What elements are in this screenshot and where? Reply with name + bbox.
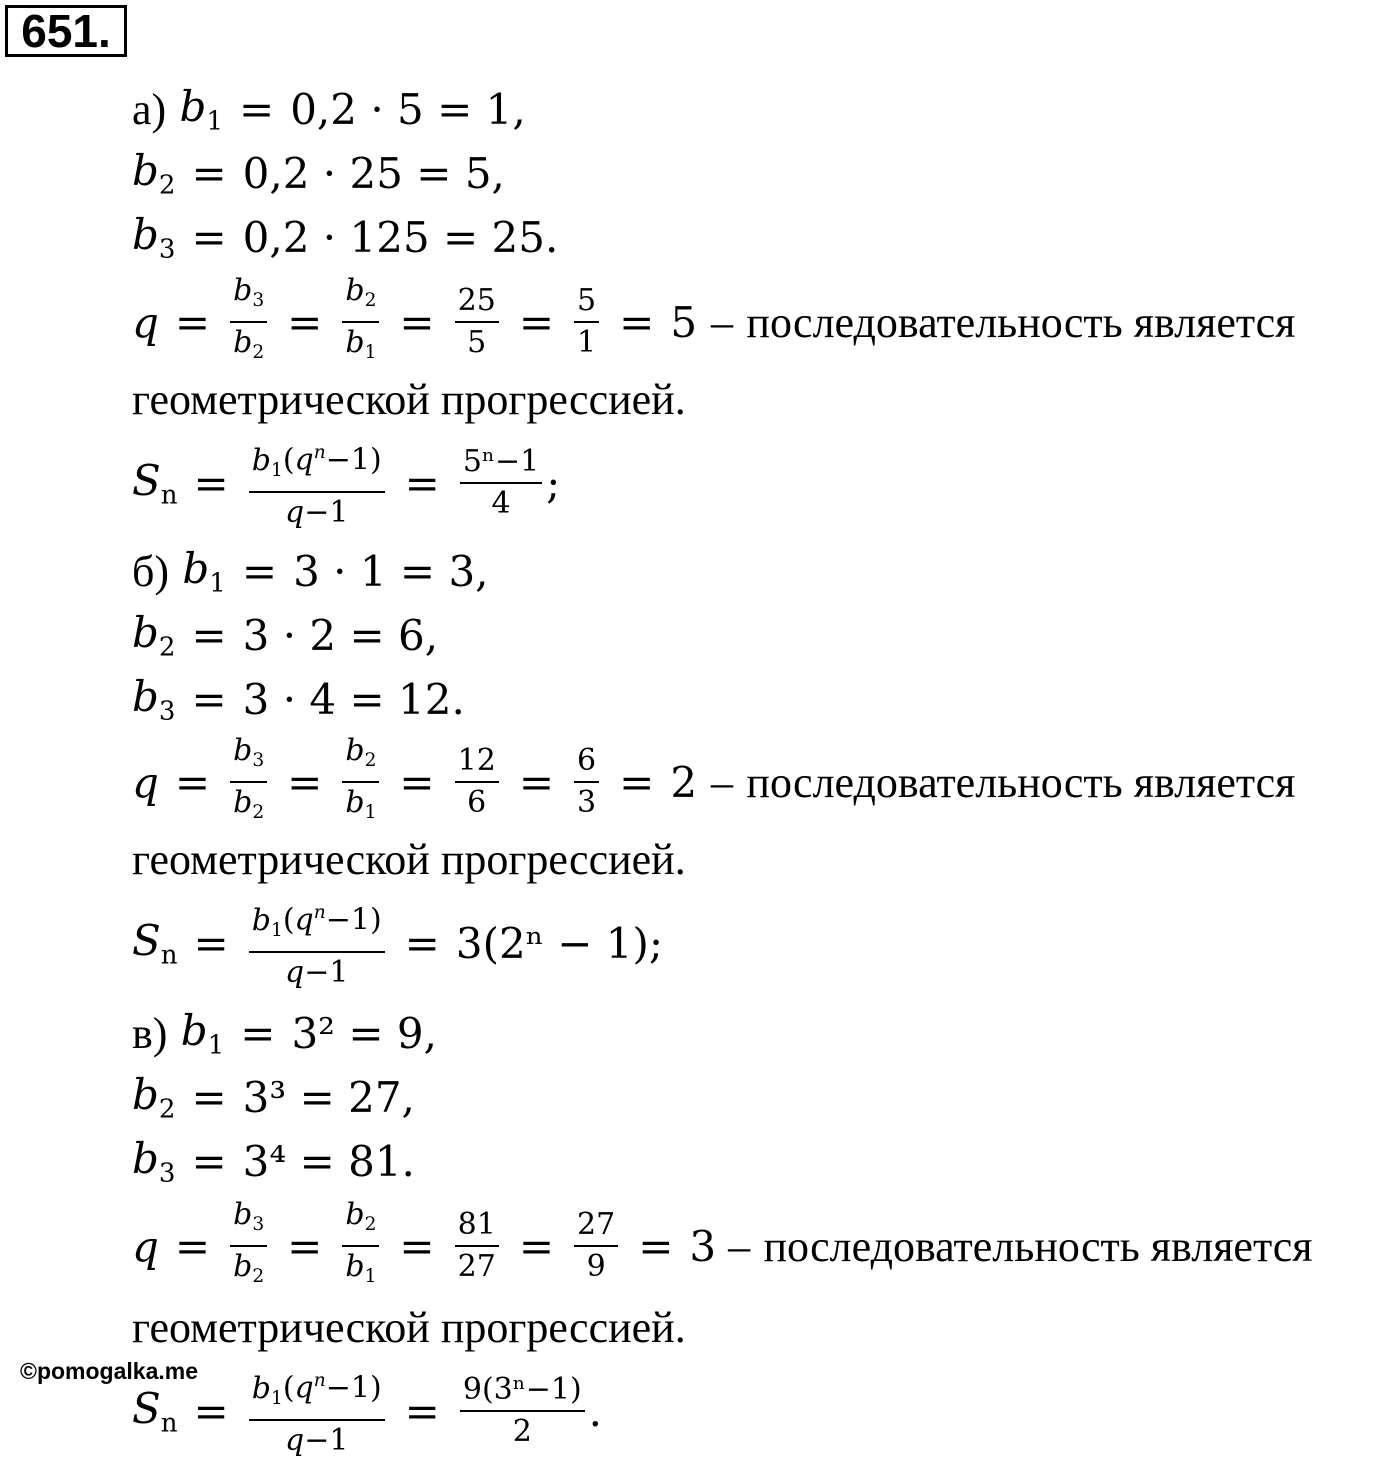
- part-a-statement-cont: [132, 368, 686, 430]
- q-value: 3: [689, 1221, 717, 1271]
- ratio-b2-b1: $\frac{b_2}{b_1}$: [342, 1197, 379, 1295]
- sum-result: 3(2ⁿ − 1);: [455, 918, 664, 968]
- q-value: 2: [670, 757, 698, 807]
- part-b-b2-line: $b_2$ = 3 · 2 = 6,: [132, 607, 439, 663]
- b1-symbol: $b_1$: [180, 1005, 225, 1061]
- part-c-b3-line: $b_3$ = 3⁴ = 81.: [132, 1133, 415, 1189]
- part-c-b1-line: в) $b_1$ = 3² = 9,: [132, 1005, 437, 1061]
- ratio-b2-b1: $\frac{b_2}{b_1}$: [342, 273, 379, 371]
- ratio-value-1: $\frac{12}{6}$: [455, 743, 499, 821]
- dash: –: [711, 757, 734, 807]
- statement-text-cont: геометрической прогрессией.: [132, 834, 686, 884]
- part-b-statement-cont: [132, 828, 686, 890]
- b2-symbol: $b_2$: [132, 607, 176, 663]
- part-b-label: б): [132, 546, 170, 596]
- part-a-sum-line: $S_n$ = $\frac{b_1(q^n-1)}{q-1}$ = $\frac{\text{5ⁿ−1}}{4}$ ;: [132, 440, 560, 526]
- problem-number: 651.: [5, 5, 127, 57]
- sum-formula: $\frac{b_1(q^n-1)}{q-1}$: [249, 895, 385, 990]
- statement-text: последовательность является: [746, 757, 1296, 807]
- sum-end: .: [588, 1386, 603, 1436]
- sn-symbol: $S_n$: [132, 455, 178, 511]
- b1-symbol: $b_1$: [179, 81, 223, 137]
- ratio-b3-b2: $\frac{b_3}{b_2}$: [230, 273, 267, 371]
- part-c-b2-line: $b_2$ = 3³ = 27,: [132, 1069, 415, 1125]
- sum-formula: $\frac{b_1(q^n-1)}{q-1}$: [249, 435, 385, 530]
- ratio-b2-b1: $\frac{b_2}{b_1}$: [342, 733, 379, 831]
- ratio-value-2: $\frac{27}{9}$: [574, 1207, 618, 1285]
- b3-symbol: $b_3$: [132, 209, 176, 265]
- part-c-sum-line: $S_n$ = $\frac{b_1(q^n-1)}{q-1}$ = $\frac{\text{9(3ⁿ−1)}}{2}$ .: [132, 1368, 602, 1454]
- part-a-b1-line: а) $b_1$ = 0,2 · 5 = 1,: [132, 81, 526, 137]
- part-c-statement-cont: [132, 1296, 686, 1358]
- b1-symbol: $b_1$: [182, 543, 226, 599]
- part-b-b1-line: б) $b_1$ = 3 · 1 = 3,: [132, 543, 489, 599]
- ratio-value-2: $\frac{5}{1}$: [574, 283, 599, 361]
- ratio-value-1: $\frac{25}{5}$: [455, 283, 499, 361]
- part-c-q-line: q = $\frac{b_3}{b_2}$ = $\frac{b_2}{b_1}$ = $\frac{81}{27}$ = $\frac{27}{9}$ = 3 – последовательность является: [132, 1206, 1313, 1286]
- sum-end: ;: [546, 458, 561, 508]
- part-a-b2-value: 0,2 · 25 = 5,: [242, 148, 505, 198]
- sn-symbol: $S_n$: [132, 1383, 178, 1439]
- part-a-b1-value: 0,2 · 5 = 1,: [290, 84, 526, 134]
- sn-symbol: $S_n$: [132, 915, 178, 971]
- part-a-label: а): [132, 84, 167, 134]
- sum-result: $\frac{\text{9(3ⁿ−1)}}{2}$: [460, 1372, 585, 1450]
- ratio-b3-b2: $\frac{b_3}{b_2}$: [230, 733, 267, 831]
- part-b-q-line: q = $\frac{b_3}{b_2}$ = $\frac{b_2}{b_1}$ = $\frac{12}{6}$ = $\frac{6}{3}$ = 2 – последовательность является: [132, 742, 1295, 822]
- part-b-b2-value: 3 · 2 = 6,: [242, 610, 439, 660]
- statement-text-cont: геометрической прогрессией.: [132, 1302, 686, 1352]
- watermark: ©pomogalka.me: [20, 1358, 198, 1384]
- q-value: 5: [670, 297, 698, 347]
- statement-text: последовательность является: [763, 1221, 1313, 1271]
- part-b-b3-line: $b_3$ = 3 · 4 = 12.: [132, 671, 465, 727]
- part-a-q-line: q = $\frac{b_3}{b_2}$ = $\frac{b_2}{b_1}$ = $\frac{25}{5}$ = $\frac{5}{1}$ = 5 – последовательность является: [132, 282, 1295, 362]
- part-b-sum-line: $S_n$ = $\frac{b_1(q^n-1)}{q-1}$ = 3(2ⁿ − 1);: [132, 900, 663, 986]
- part-a-b3-line: $b_3$ = 0,2 · 125 = 25.: [132, 209, 559, 265]
- ratio-b3-b2: $\frac{b_3}{b_2}$: [230, 1197, 267, 1295]
- b3-symbol: $b_3$: [132, 671, 176, 727]
- q-symbol: q: [132, 757, 159, 807]
- q-symbol: q: [132, 297, 159, 347]
- sum-result: $\frac{\text{5ⁿ−1}}{4}$: [460, 444, 542, 522]
- part-c-b3-value: 3⁴ = 81.: [242, 1136, 415, 1186]
- ratio-value-2: $\frac{6}{3}$: [574, 743, 599, 821]
- dash: –: [711, 297, 734, 347]
- part-b-b1-value: 3 · 1 = 3,: [293, 546, 489, 596]
- part-c-b1-value: 3² = 9,: [291, 1008, 437, 1058]
- sum-formula: $\frac{b_1(q^n-1)}{q-1}$: [249, 1363, 385, 1458]
- statement-text-cont: геометрической прогрессией.: [132, 374, 686, 424]
- part-c-label: в): [132, 1008, 168, 1058]
- part-b-b3-value: 3 · 4 = 12.: [242, 674, 465, 724]
- dash: –: [728, 1221, 751, 1271]
- statement-text: последовательность является: [746, 297, 1296, 347]
- b2-symbol: $b_2$: [132, 1069, 176, 1125]
- q-symbol: q: [132, 1221, 159, 1271]
- b3-symbol: $b_3$: [132, 1133, 176, 1189]
- part-a-b3-value: 0,2 · 125 = 25.: [242, 212, 559, 262]
- ratio-value-1: $\frac{81}{27}$: [455, 1207, 499, 1285]
- part-c-b2-value: 3³ = 27,: [242, 1072, 415, 1122]
- part-a-b2-line: $b_2$ = 0,2 · 25 = 5,: [132, 145, 505, 201]
- b2-symbol: $b_2$: [132, 145, 176, 201]
